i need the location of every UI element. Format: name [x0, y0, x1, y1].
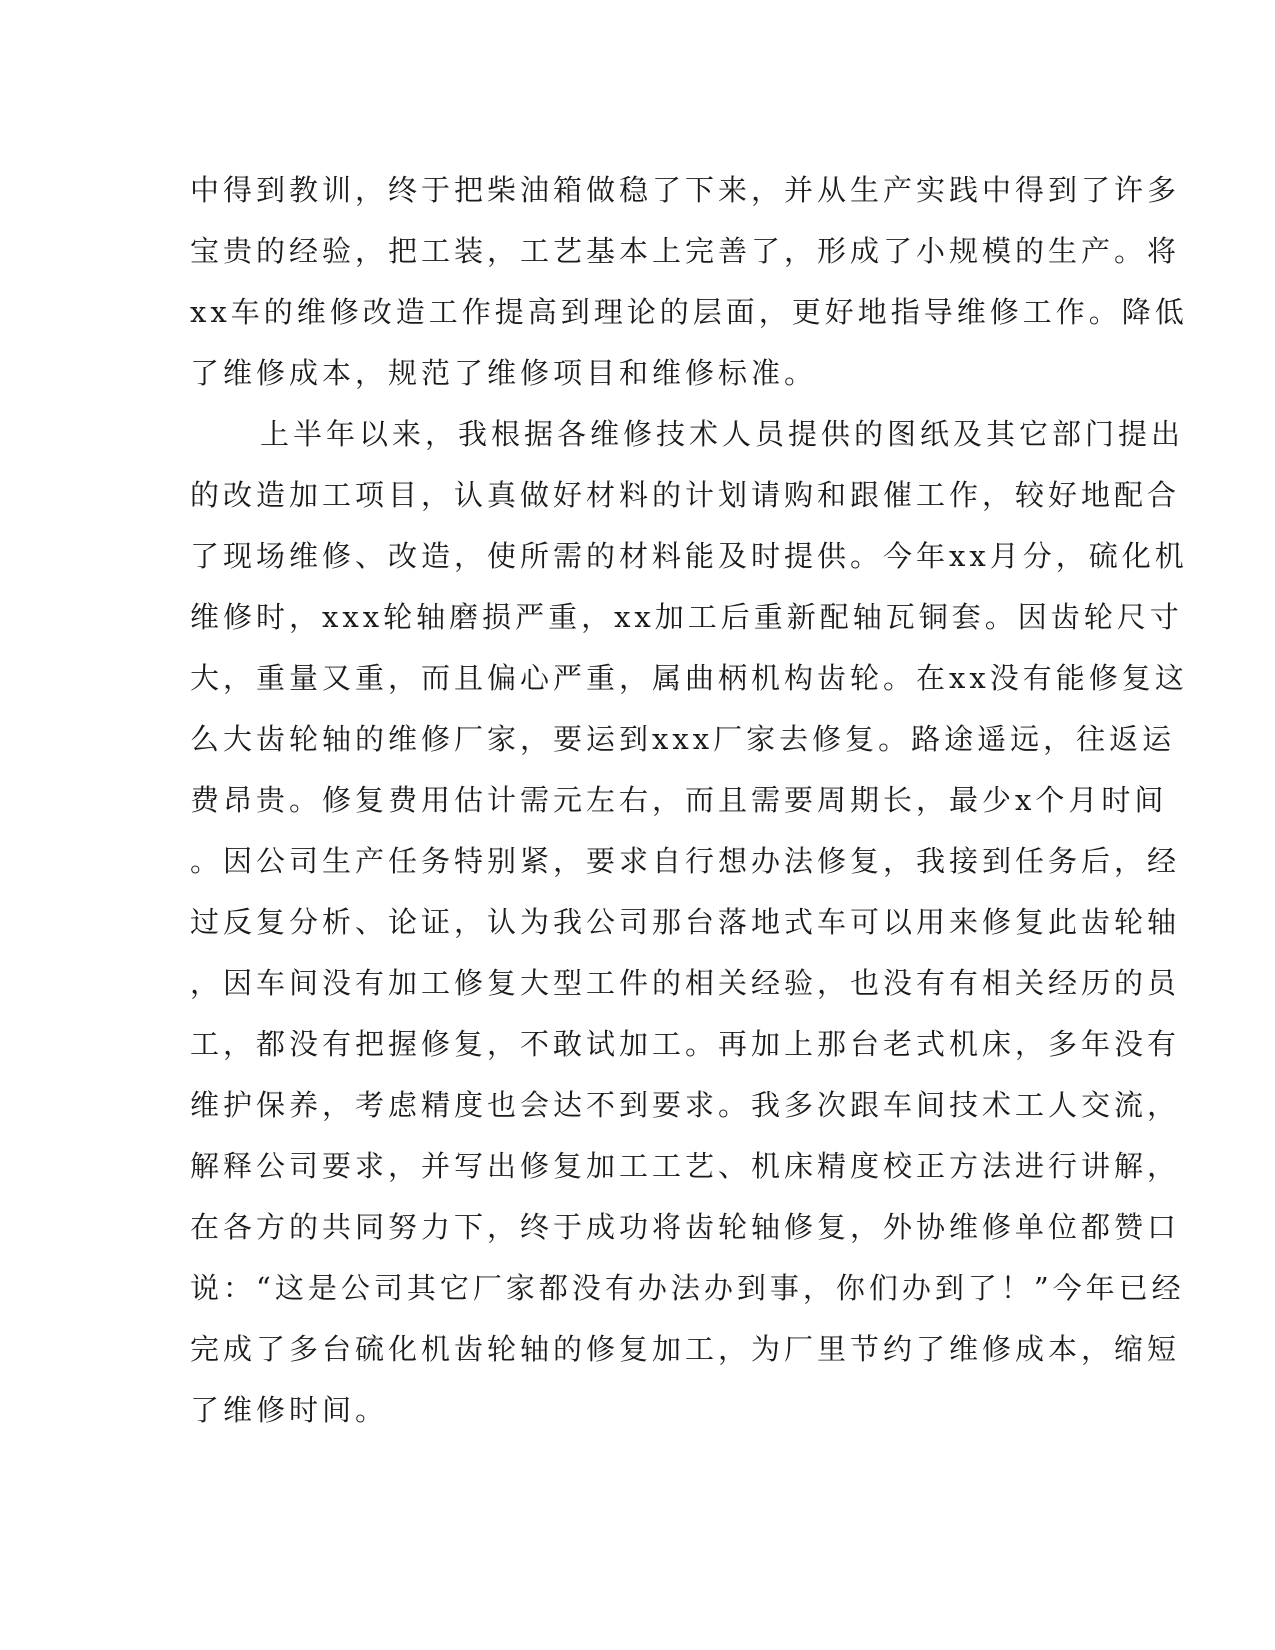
document-body [190, 160, 1188, 1441]
text-line: 了维修成本，规范了维修项目和维修标准。 [190, 356, 818, 390]
text-line: 费昂贵。修复费用估计需元左右，而且需要周期长，最少x个月时间 [190, 783, 1168, 817]
text-line: 过反复分析、论证，认为我公司那台落地式车可以用来修复此齿轮轴 [190, 905, 1181, 939]
text-line: 宝贵的经验，把工装，工艺基本上完善了，形成了小规模的生产。将 [190, 234, 1181, 268]
text-line: 说：“这是公司其它厂家都没有办法办到事，你们办到了！”今年已经 [190, 1271, 1185, 1305]
text-line: 。因公司生产任务特别紧，要求自行想办法修复，我接到任务后，经 [190, 844, 1181, 878]
text-line: 维护保养，考虑精度也会达不到要求。我多次跟车间技术工人交流， [190, 1088, 1181, 1122]
text-line: 完成了多台硫化机齿轮轴的修复加工，为厂里节约了维修成本，缩短 [190, 1332, 1181, 1366]
text-line-indented: 上半年以来，我根据各维修技术人员提供的图纸及其它部门提出 [260, 417, 1185, 451]
text-line: 的改造加工项目，认真做好材料的计划请购和跟催工作，较好地配合 [190, 478, 1181, 512]
text-line: 大，重量又重，而且偏心严重，属曲柄机构齿轮。在xx没有能修复这 [190, 661, 1188, 695]
text-line: 了现场维修、改造，使所需的材料能及时提供。今年xx月分，硫化机 [190, 539, 1188, 573]
text-line: 维修时，xxx轮轴磨损严重，xx加工后重新配轴瓦铜套。因齿轮尺寸 [190, 600, 1183, 634]
text-line: xx车的维修改造工作提高到理论的层面，更好地指导维修工作。降低 [190, 295, 1188, 329]
text-line: 了维修时间。 [190, 1393, 389, 1427]
text-line: 么大齿轮轴的维修厂家，要运到xxx厂家去修复。路途遥远，往返运 [190, 722, 1176, 756]
paragraph-2 [190, 404, 1188, 1441]
text-line: 工，都没有把握修复，不敢试加工。再加上那台老式机床，多年没有 [190, 1027, 1181, 1061]
text-line: ，因车间没有加工修复大型工件的相关经验，也没有有相关经历的员 [190, 966, 1181, 1000]
text-line: 在各方的共同努力下，终于成功将齿轮轴修复，外协维修单位都赞口 [190, 1210, 1181, 1244]
text-line: 中得到教训，终于把柴油箱做稳了下来，并从生产实践中得到了许多 [190, 173, 1181, 207]
paragraph-1 [190, 160, 1188, 404]
text-line: 解释公司要求，并写出修复加工工艺、机床精度校正方法进行讲解， [190, 1149, 1181, 1183]
